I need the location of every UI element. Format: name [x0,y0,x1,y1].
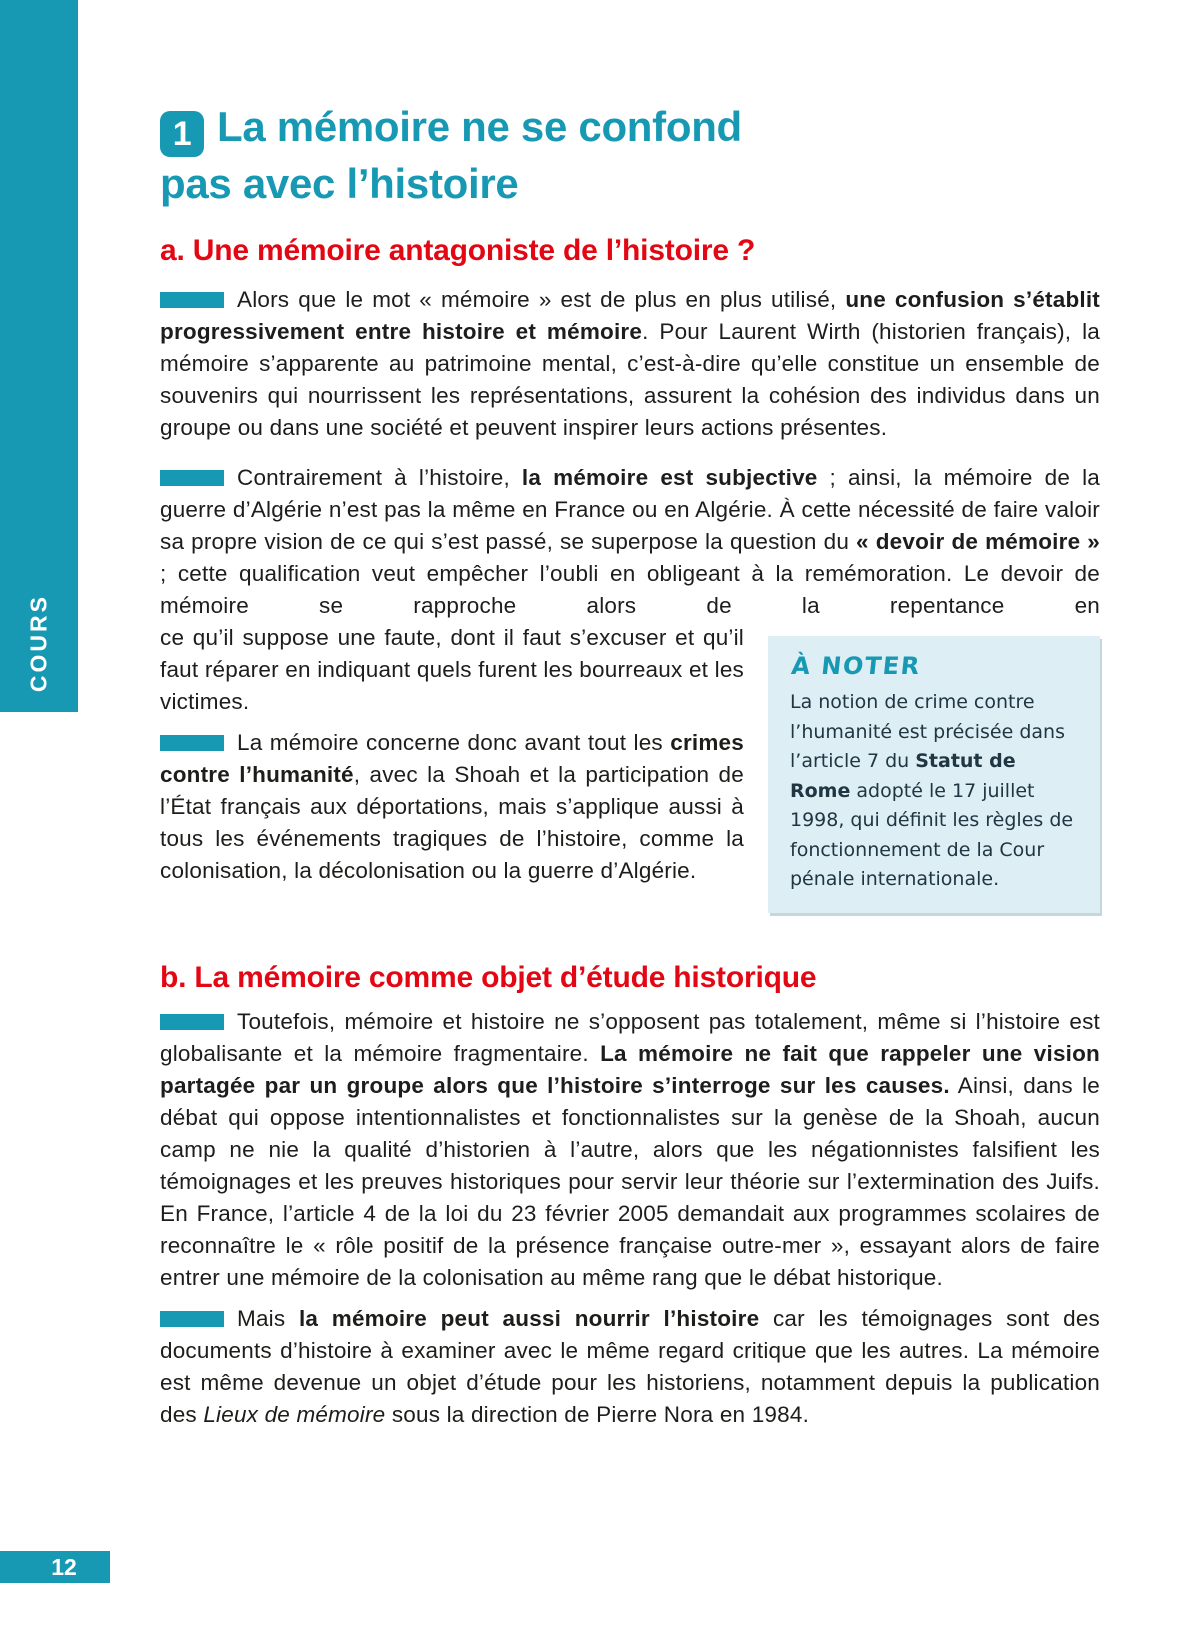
paragraph-2 [160,462,1100,622]
paragraph-marker-bar [160,1311,224,1327]
paragraph-1 [160,284,1100,444]
subsection-b-heading: b. La mémoire comme objet d’étude historique [160,960,817,994]
text-segment: La mémoire ne fait que rappeler une vision partagée par un groupe alors que l’histoire s’interroge sur les causes. [160,1040,1101,1098]
text-segment: Contrairement à l’histoire, [237,465,522,490]
text-segment: La mémoire concerne donc avant tout les [237,730,671,755]
text-segment: « devoir de mémoire » [856,529,1100,554]
paragraph-marker-bar [160,470,224,486]
text-segment: Lieux de mémoire [203,1401,386,1427]
text-segment: , avec la Shoah et la participation de l’État français aux déportations, mais s’applique aussi à tous les événements tragiques de l’histoire, comme la colonisation, la décolonisation ou la guerre d’Algérie. [160,762,744,883]
text-segment: Alors que le mot « mémoire » est de plus en plus utilisé, [237,287,846,312]
text-segment: . Pour Laurent Wirth (historien français), la mémoire s’apparente au patrimoine mental, c’est-à-dire qu’elle constitue un ensemble de souvenirs qui nourrissent les représentations, assurent la cohésion des individus dans un groupe ou dans une société et peuvent inspirer leurs actions présentes. [160,319,1100,440]
paragraph-marker-bar [160,1014,224,1030]
paragraph-2-text [160,465,1100,618]
text-segment: Toutefois, mémoire et histoire ne s’opposent pas totalement, même si l’histoire est globalisante et la mémoire fragmentaire. [160,1008,1100,1066]
page-number-badge [0,1551,110,1583]
section-title [160,100,800,210]
wrap-region [160,622,1100,925]
text-segment: une confusion s’établit progressivement entre histoire et mémoire [160,287,1100,344]
note-body [790,688,1080,895]
text-segment: crimes contre l’humanité [160,730,744,787]
cours-side-band [0,0,78,712]
paragraph-marker-bar [160,735,224,751]
note-title: À NOTER [790,652,923,680]
note-box [768,636,1100,913]
paragraph-4-text [160,1009,1100,1290]
text-segment: ; ainsi, la mémoire de la guerre d’Algérie n’est pas la même en France ou en Algérie. À cette nécessité de faire valoir sa propre vision de ce qui s’est passé, se superpose la question du [160,465,1100,554]
paragraph-2-continued-text [160,625,744,714]
paragraph-1-text [160,287,1100,440]
main-content [160,100,1100,1431]
paragraph-5-text [160,1306,1100,1427]
paragraph-3-text [160,730,744,883]
paragraph-5 [160,1303,1100,1431]
text-segment: car les témoignages sont des documents d’histoire à examiner avec le même regard critique que les autres. La mémoire est même devenue un objet d’étude pour les historiens, notamment depuis la publication des [160,1305,1100,1427]
paragraph-marker-bar [160,292,224,308]
text-segment: La notion de crime contre l’humanité est précisée dans l’article 7 du [790,691,1065,772]
paragraph-4 [160,1006,1100,1294]
text-segment: Statut de Rome [790,750,1016,802]
section-number-badge: 1 [160,111,204,157]
text-segment: sous la direction de Pierre Nora en 1984. [385,1401,810,1427]
page-number-text: 12 [51,1553,77,1580]
text-segment: Ainsi, dans le débat qui oppose intentionnalistes et fonctionnalistes sur la genèse de la Shoah, aucun camp ne nie la qualité d’historien à l’autre, alors que les négationnistes falsifient les témoignages et les preuves historiques pour servir leur théorie sur l’extermination des Juifs. En France, l’article 4 de la loi du 23 février 2005 demandait aux programmes scolaires de reconnaître le « rôle positif de la présence française outre-mer », essayant alors de faire entrer une mémoire de la colonisation au même rang que le débat historique. [160,1072,1100,1290]
text-segment: ce qu’il suppose une faute, dont il faut s’excuser et qu’il faut réparer en indiquant quels furent les bourreaux et les victimes. [160,625,744,714]
subsection-a-heading: a. Une mémoire antagoniste de l’histoire ? [160,234,756,267]
section-title-text: La mémoire ne se confond pas avec l’histoire [160,103,742,207]
text-segment: Mais [237,1305,299,1331]
text-segment: adopté le 17 juillet 1998, qui définit les règles de fonctionnement de la Cour pénale internationale. [790,779,1074,890]
text-segment: ; cette qualification veut empêcher l’oubli en obligeant à la remémoration. Le devoir de mémoire se rapproche alors de la repentance en [160,561,1100,618]
cours-vertical-label: COURS [25,593,52,692]
text-segment: la mémoire est subjective [521,465,818,490]
text-segment: la mémoire peut aussi nourrir l’histoire [298,1305,760,1331]
